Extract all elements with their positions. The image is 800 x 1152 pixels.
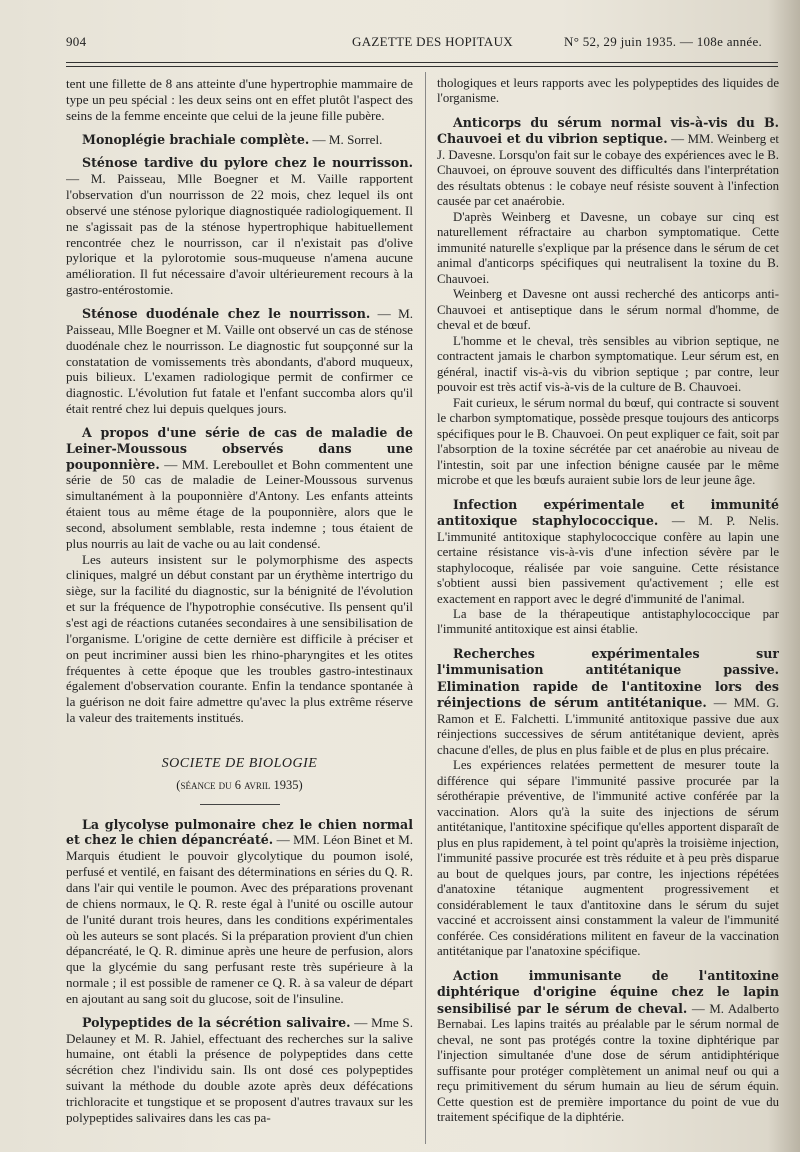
page-number: 904: [66, 34, 87, 49]
article-title: La glycolyse pulmonaire chez le chien normal et chez le chien dépancréaté.: [66, 816, 413, 848]
article-text: — M. Paisseau, Mlle Boegner et M. Vaille ont observé un cas de sténose duodénale chez le nourrisson. Le diagnostic fut soupçonné sur la constatation de vomissements très abondants, d'abord muqueux, puis bilieux. L'examen radiologique permit de confirmer ce diagnostic. L'évolution fut fatale et l'enfant succomba alors qu'il était rentré chez lui depuis quelques jours.: [66, 305, 413, 417]
article-title: A propos d'une série de cas de maladie de Leiner-Moussous observés dans une pouponnière.: [66, 424, 413, 472]
article-polypeptides: [66, 1015, 413, 1126]
journal-title: GAZETTE DES HOPITAUX: [352, 34, 513, 49]
section-date: (séance du 6 avril 1935): [176, 777, 303, 792]
left-column: [66, 76, 413, 1136]
article-title: Polypeptides de la sécrétion salivaire.: [82, 1014, 351, 1030]
article-diphterique: [437, 968, 779, 1126]
page-header: [66, 34, 780, 56]
article-title: Monoplégie brachiale complète.: [82, 131, 310, 147]
issue-info: N° 52, 29 juin 1935. — 108e année.: [564, 34, 763, 49]
article-stenose-duodenale: [66, 306, 413, 417]
article-text: — M. P. Nelis. L'immunité antitoxique staphylococcique confère au lapin une certaine résistance vis-à-vis d'une infection sévère par le staphylocoque, réalisée par voie sanguine. Cette résistance s'obtient aussi bien passivement qu'activement ; elle est exactement en rapport avec le degré d'immunité de l'animal.: [437, 514, 779, 606]
column-divider: [425, 72, 426, 1144]
article-text: — MM. G. Ramon et E. Falchetti. L'immunité antitoxique passive due aux réinjections successives de sérum antitétanique devient, après chacune d'elles, de plus en plus faible et de plus en plus précaire.: [437, 696, 779, 757]
article-title: Recherches expérimentales sur l'immunisation antitétanique passive. Elimination rapide de l'antitoxine lors des réinjections de sérum antitétanique.: [437, 645, 779, 711]
article-text: — MM. Lereboullet et Bohn commentent une série de 50 cas de maladie de Leiner-Moussous survenus simultanément à la pouponnière d'Antony. Les enfants atteints étaient tous au même étage de la pouponnière, alors que le second, absolument semblable, resta indemne ; tous étaient de plus nourris au lait de vache ou au lait condensé.: [66, 456, 413, 551]
article-stenose-pylore: [66, 155, 413, 298]
section-name: SOCIETE DE BIOLOGIE: [161, 755, 318, 771]
paragraph: Les auteurs insistent sur le polymorphisme des aspects cliniques, malgré un début constant par un érythème intertrigo du siège, sur la facilité du diagnostic, sur la bénignité de l'évolution et sur la fréquence de l'hypotrophie consécutive. Ils pensent qu'il s'est agi de réactions cutanées secondaires à une sensibilisation de l'organisme. L'origine de cette dernière est difficile à préciser et on peut incriminer aussi bien les rhino-pharyngites et les otites fréquentes à cette époque que les troubles gastro-intestinaux également d'observation courante. Enfin la tendance spontanée à la guérison ne doit faire admettre qu'avec la plus extrême réserve la valeur des traitements institués.: [66, 551, 413, 726]
article-anticorps: [437, 115, 779, 210]
header-rule: [66, 66, 778, 67]
header-rule: [66, 62, 778, 63]
article-text: — MM. Léon Binet et M. Marquis étudient le pouvoir glycolytique du poumon isolé, perfusé et ventilé, en faisant des déterminations en séries du Q. R. dans l'air qui ventile le poumon. Avec des préparations provenant de chiens normaux, le Q. R. reste égal à l'unité ou oscille autour de l'unité durant trois heures, dans les conditions expérimentales où les auteurs se sont placés. Si la préparation provient d'un chien dépancréaté, le Q. R. diminue après une heure de perfusion, alors que la glycémie du sang perfusant reste très supérieure à la normale ; il est possible de ramener ce Q. R. à sa valeur de départ en ajoutant au sang soit du glucose, soit de l'insuline.: [66, 832, 413, 1006]
right-column: [437, 76, 779, 1136]
article-leiner-moussous: [66, 425, 413, 552]
article-title: Sténose tardive du pylore chez le nourrisson.: [82, 155, 413, 171]
paragraph: Les expériences relatées permettent de mesurer toute la différence qui sépare l'immunité passive procurée par la sérothérapie préventive, de l'immunité active conférée par la vaccination. Alors qu'à la suite des injections de sérum antitétanique, l'antitoxine spécifique qu'elles apportent disparaît de plus en plus rapidement, à tel point qu'après la troisième injection, l'immunité passive procurée est très réduite et à peu près disparue au bout de quelques jours, par contre, les injections répétées d'anatoxine tétanique augmentent progressivement et considérablement le taux d'antitoxine dans le sérum du sujet vacciné et accroissent ainsi constamment la valeur de l'immunité conférée. Ces considérations militent en faveur de la vaccination antitétanique par l'anatoxine spécifique.: [437, 758, 779, 959]
section-heading: [66, 756, 413, 805]
article-text: — M. Paisseau, Mlle Boegner et M. Vaille rapportent l'observation d'un nourrisson de 22 mois, chez lequel ils ont observé une sténose pylorique diagnostiquée radiologiquement. Il ne s'agissait pas de la sténose hypertrophique habituellement rencontrée chez le nourrisson, car il n'existait pas d'olive pylorique et la pylorotomie sous-muqueuse n'amena aucune amélioration. Il fut nécessaire d'avoir ultérieurement recours à la gastro-entérostomie.: [66, 171, 413, 298]
paragraph: D'après Weinberg et Davesne, un cobaye sur cinq est naturellement réfractaire au charbon symptomatique. Cette immunité naturelle s'explique par la présence dans le sérum de cet animal d'anticorps spécifiques qui neutralisent la toxine du B. Chauvoei.: [437, 209, 779, 286]
article-monoplegie: [66, 132, 413, 148]
article-title: Anticorps du sérum normal vis-à-vis du B. Chauvoei et du vibrion septique.: [437, 114, 779, 147]
paragraph: Weinberg et Davesne ont aussi recherché des anticorps anti-Chauvoei et antiseptique dans le sérum normal d'homme, de cheval et de bœuf.: [437, 287, 779, 333]
article-text: — MM. Weinberg et J. Davesne. Lorsqu'on fait sur le cobaye des expériences avec le B. Chauvoei, on éprouve souvent des difficultés dans l'interprétation des résultats obtenus : le cobaye neuf résiste souvent à l'infection causée par cet anaérobie.: [437, 132, 779, 209]
paragraph: La base de la thérapeutique antistaphylococcique par l'immunité antitoxique est ainsi établie.: [437, 606, 779, 637]
article-staphylococcique: [437, 497, 779, 607]
article-title: Sténose duodénale chez le nourrisson.: [82, 305, 371, 321]
article-antitetanique: [437, 646, 779, 758]
article-glycolyse: [66, 817, 413, 1007]
paragraph: Fait curieux, le sérum normal du bœuf, qui contracte si souvent le charbon symptomatique, possède presque toujours des anticorps spécifiques pour le B. Chauvoei. On peut expliquer ce fait, soit par l'absorption de la toxine sécrétée par cet anaérobie au niveau de l'intestin, soit par une infection bénigne causée par le même microbe et que les bœufs auraient subie lors de leur jeune âge.: [437, 395, 779, 488]
article-authors: — M. Sorrel.: [312, 131, 383, 147]
article-text: — M. Adalberto Bernabai. Les lapins traités au préalable par le sérum normal de cheval, ne sont pas protégés contre la toxine diphtérique par l'injection simultanée d'une dose de sérum antidiphtérique suffisante pour protéger complètement un animal neuf ou qui a reçu primitivement du sérum humain au lieu de sérum équin. Cette question est de première importance du point de vue du traitement spécifique de la diphtérie.: [437, 1001, 779, 1124]
article-title: Action immunisante de l'antitoxine diphtérique d'origine équine chez le lapin sensibilisé par le sérum de cheval.: [437, 967, 779, 1016]
paragraph: thologiques et leurs rapports avec les polypeptides des liquides de l'organisme.: [437, 76, 779, 106]
section-rule: [200, 804, 280, 805]
article-text: — Mme S. Delauney et M. R. Jahiel, effectuant des recherches sur la salive humaine, ont établi la présence de polypeptides dans cette sécrétion chez l'individu sain. Ils ont dosé ces polypeptides suivant la méthode du double azote après deux défécations trichloracite et tungstique et se proposent d'autres travaux sur les polypeptides salivaires dans les cas pa-: [66, 1014, 413, 1125]
article-title: Infection expérimentale et immunité antitoxique staphylococcique.: [437, 496, 779, 529]
paragraph: L'homme et le cheval, très sensibles au vibrion septique, ne contractent jamais le charbon symptomatique. Leur sérum est, en général, inactif vis-à-vis du vibrion septique ; par contre, leur pouvoir est très actif vis-à-vis de la culture de B. Chauvoei.: [437, 333, 779, 395]
paragraph: tent une fillette de 8 ans atteinte d'une hypertrophie mammaire de type un peu spécial : les deux seins ont en effet plutôt l'aspect des seins de la femme enceinte que celui de la jeune fille pubère.: [66, 76, 413, 123]
